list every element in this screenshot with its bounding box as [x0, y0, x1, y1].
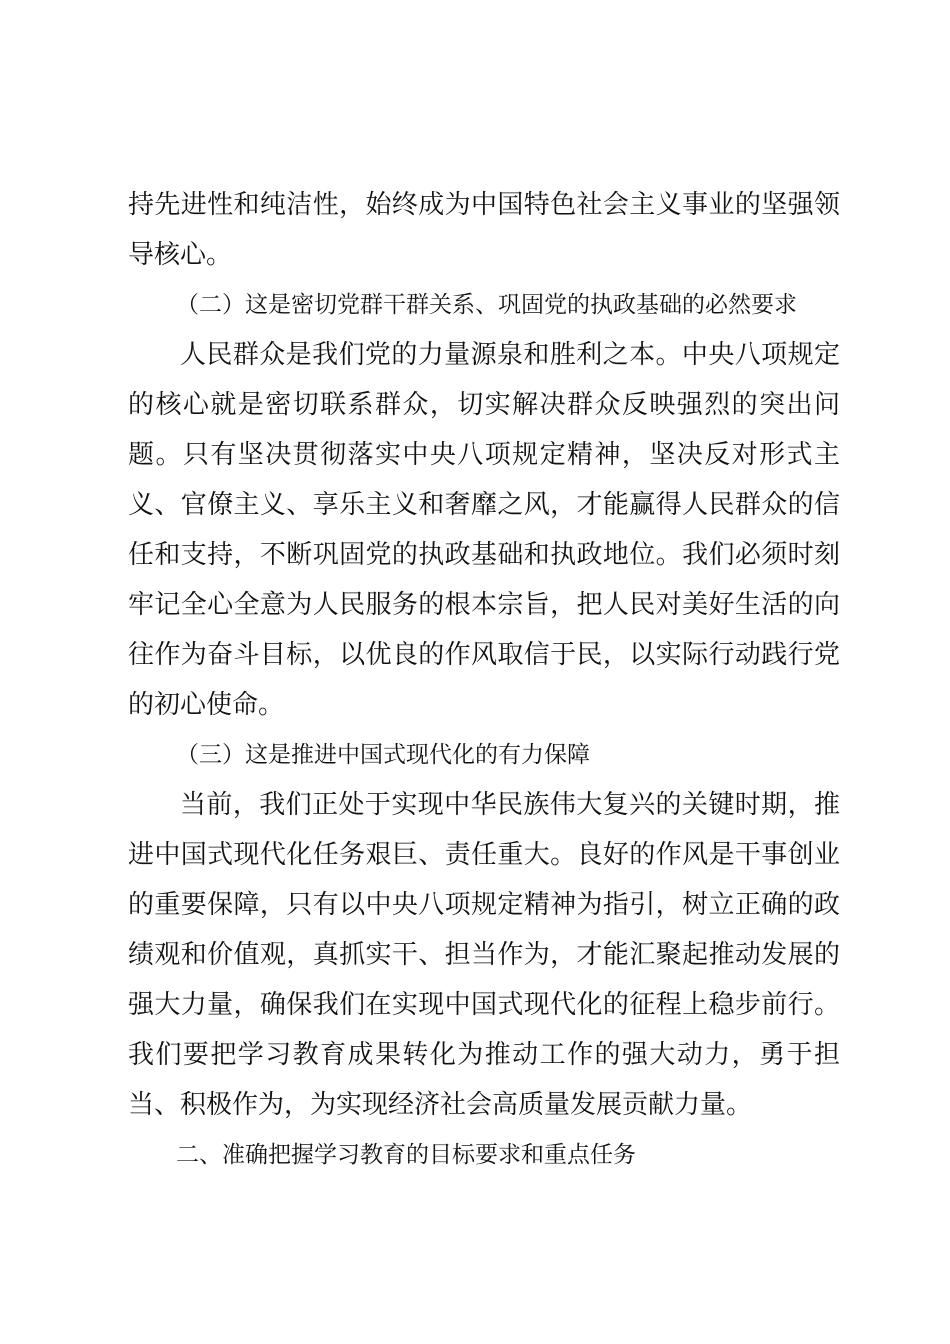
section-heading-main-2: 二、准确把握学习教育的目标要求和重点任务: [176, 1142, 636, 1168]
paragraph-body: 人民群众是我们党的力量源泉和胜利之本。中央八项规定的核心就是密切联系群众，切实解决群众反映强烈的突出问题。只有坚决贯彻落实中央八项规定精神，坚决反对形式主义、官僚主义、享乐主义和奢靡之风，才能赢得人民群众的信任和支持，不断巩固党的执政基础和执政地位。我们必须时刻牢记全心全意为人民服务的根本宗旨，把人民对美好生活的向往作为奋斗目标，以优良的作风取信于民，以实际行动践行党的初心使命。: [128, 340, 840, 720]
paragraph-body: 当前，我们正处于实现中华民族伟大复兴的关键时期，推进中国式现代化任务艰巨、责任重大。良好的作风是干事创业的重要保障，只有以中央八项规定精神为指引，树立正确的政绩观和价值观，真抓实干、担当作为，才能汇聚起推动发展的强大力量，确保我们在实现中国式现代化的征程上稳步前行。我们要把学习教育成果转化为推动工作的强大动力，勇于担当、积极作为，为实现经济社会高质量发展贡献力量。: [128, 790, 840, 1120]
section-heading-3: （三）这是推进中国式现代化的有力保障: [176, 742, 590, 768]
paragraph-continuation: 持先进性和纯洁性，始终成为中国特色社会主义事业的坚强领导核心。: [128, 190, 840, 270]
document-body: [128, 180, 840, 1180]
section-heading-2: （二）这是密切党群干群关系、巩固党的执政基础的必然要求: [176, 292, 797, 318]
